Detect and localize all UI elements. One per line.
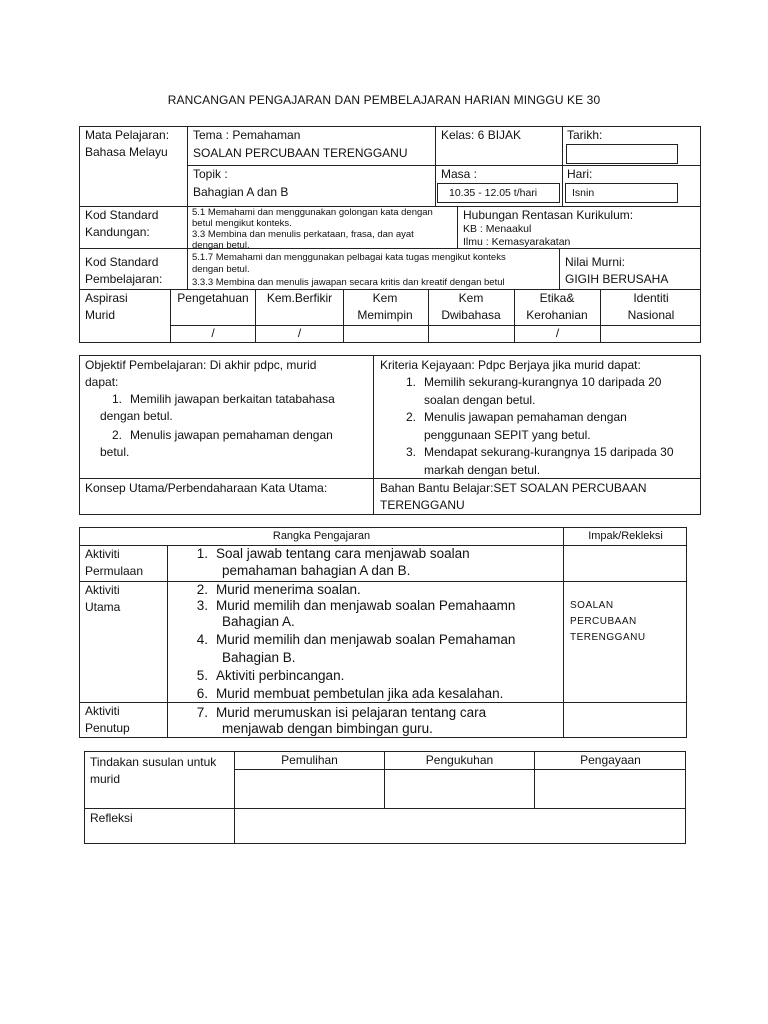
criteria-label: Kriteria Kejayaan: Pdpc Berjaya jika murid dapat: — [380, 358, 641, 372]
step: 2. Murid menerima soalan. — [196, 582, 361, 597]
step: 7. Murid merumuskan isi pelajaran tentang cara — [196, 705, 487, 720]
masa-label: Masa : — [441, 167, 478, 181]
murid-label: Murid — [85, 308, 116, 322]
nilai-value: GIGIH BERUSAHA — [565, 272, 669, 286]
aspirasi-mark: / — [555, 326, 560, 340]
document-title: RANCANGAN PENGAJARAN DAN PEMBELAJARAN HARIAN MINGGU KE 30 — [167, 93, 601, 107]
tema: Tema : Pemahaman — [193, 128, 301, 142]
konsep-label: Konsep Utama/Perbendaharaan Kata Utama: — [85, 481, 328, 495]
topik: Topik : — [193, 167, 228, 181]
ksp-line: 3.3.3 Membina dan menulis jawapan secara kritis dan kreatif dengan betul — [192, 277, 505, 288]
refleksi-label: Refleksi — [90, 811, 133, 825]
aktiviti-penutup: Aktiviti — [85, 704, 120, 718]
objective-item: 2. Menulis jawapan pemahaman dengan betul. — [100, 428, 333, 459]
criteria-item-text: Menulis jawapan pemahaman dengan penggunaan SEPIT yang betul. — [424, 410, 627, 442]
ksp-line: dengan betul. — [192, 264, 250, 275]
ksk-line: betul mengikut konteks. — [192, 218, 292, 229]
ksk-line: 3.3 Membina dan menulis perkataan, frasa, dan ayat — [192, 229, 414, 240]
mata-pelajaran-value: Bahasa Melayu — [85, 145, 168, 159]
ksk-line: 5.1 Memahami dan menggunakan golongan kata dengan — [192, 207, 433, 218]
aktiviti-permulaan: Permulaan — [85, 564, 144, 578]
criteria-item: 2. — [405, 410, 416, 424]
step: 4. Murid memilih dan menjawab soalan Pemahaman — [196, 632, 516, 647]
ksp-line: 5.1.7 Memahami dan menggunakan pelbagai kata tugas mengikut konteks — [192, 252, 506, 263]
objective-item: 1. Memilih jawapan berkaitan tatabahasa dengan betul. — [100, 392, 335, 423]
pembelajaran-label: Pembelajaran: — [85, 272, 163, 286]
criteria-item-text: Mendapat sekurang-kurangnya 15 daripada 30 markah dengan betul. — [424, 445, 674, 477]
ilmu-value: Ilmu : Kemasyarakatan — [463, 236, 571, 248]
kandungan-label: Kandungan: — [85, 225, 150, 239]
ksk-line: dengan betul. — [192, 240, 250, 251]
criteria-item: 3. — [405, 445, 416, 459]
tindakan-label-cont: murid — [90, 772, 121, 786]
impak-text: TERENGGANU — [570, 632, 646, 643]
bahan-label-cont: TERENGGANU — [380, 498, 465, 512]
tindakan-label: Tindakan susulan untuk — [90, 755, 217, 769]
nilai-label: Nilai Murni: — [565, 255, 626, 269]
kod-standard-label: Kod Standard — [85, 208, 159, 222]
kelas: Kelas: 6 BIJAK — [441, 128, 522, 142]
pengayaan-header: Pengayaan — [580, 753, 641, 767]
mata-pelajaran-label: Mata Pelajaran: — [85, 128, 170, 142]
step: 3. Murid memilih dan menjawab soalan Pemahaamn — [196, 598, 516, 613]
rangka-header: Rangka Pengajaran — [272, 530, 371, 542]
tarikh-label: Tarikh: — [567, 128, 603, 142]
pengukuhan-header: Pengukuhan — [425, 753, 494, 767]
step-cont: pemahaman bahagian A dan B. — [222, 563, 411, 578]
tema-value: SOALAN PERCUBAAN TERENGGANU — [193, 146, 408, 160]
aspirasi-mark: / — [211, 326, 215, 340]
tarikh-field[interactable] — [566, 144, 678, 164]
step: 6. Murid membuat pembetulan jika ada kesalahan. — [196, 686, 504, 701]
hari-label: Hari: — [567, 167, 593, 181]
criteria-item: 1. — [405, 375, 416, 389]
step: 5. Aktiviti perbincangan. — [196, 668, 345, 683]
aspirasi-mark: / — [297, 326, 302, 340]
step-cont: Bahagian A. — [222, 614, 295, 629]
objective-label-cont: dapat: — [85, 375, 119, 389]
aspirasi-col-dwibahasa: Kem Dwibahasa — [441, 291, 501, 322]
aspirasi-col-memimpin: Kem Memimpin — [357, 291, 413, 322]
bahan-label: Bahan Bantu Belajar:SET SOALAN PERCUBAAN — [380, 481, 647, 495]
objective-label: Objektif Pembelajaran: Di akhir pdpc, murid — [85, 358, 317, 372]
impak-header: Impak/Rekleksi — [588, 530, 663, 542]
aspirasi-col-berfikir: Kem.Berfikir — [266, 291, 333, 305]
criteria-item-text: Memilih sekurang-kurangnya 10 daripada 20 soalan dengan betul. — [424, 375, 662, 407]
aktiviti-utama: Aktiviti — [85, 583, 120, 597]
aktiviti-penutup: Penutup — [85, 721, 130, 735]
masa-field: 10.35 - 12.05 t/hari — [437, 183, 560, 203]
aspirasi-label: Aspirasi — [85, 291, 128, 305]
aktiviti-utama: Utama — [85, 600, 121, 614]
hubungan-label: Hubungan Rentasan Kurikulum: — [463, 208, 634, 222]
step: 1. Soal jawab tentang cara menjawab soalan — [196, 546, 470, 561]
step-cont: menjawab dengan bimbingan guru. — [222, 721, 433, 736]
step-cont: Bahagian B. — [222, 650, 296, 665]
aktiviti-permulaan: Aktiviti — [85, 547, 120, 561]
aspirasi-col-identiti: Identiti Nasional — [627, 291, 675, 322]
kod-standard-label: Kod Standard — [85, 255, 159, 269]
aspirasi-col-pengetahuan: Pengetahuan — [177, 291, 249, 305]
impak-text: PERCUBAAN — [570, 616, 637, 627]
hari-field: Isnin — [565, 183, 678, 203]
aspirasi-col-kerohanian: Etika& Kerohanian — [526, 291, 588, 322]
topik-value: Bahagian A dan B — [193, 185, 289, 199]
kb-value: KB : Menaakul — [463, 223, 532, 235]
pemulihan-header: Pemulihan — [281, 753, 338, 767]
impak-text: SOALAN — [570, 600, 614, 611]
